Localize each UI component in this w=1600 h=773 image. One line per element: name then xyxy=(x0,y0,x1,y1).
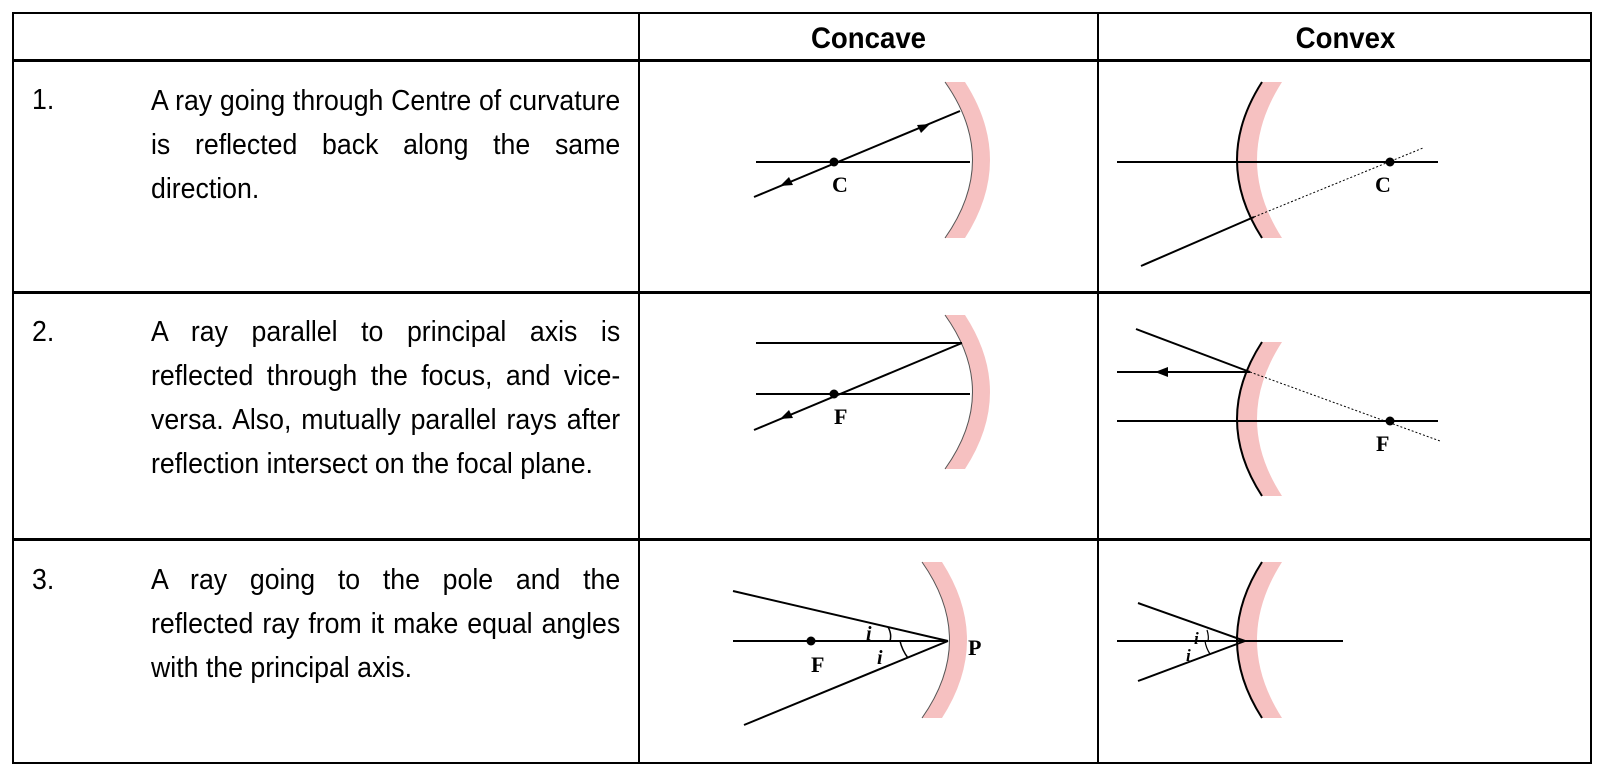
row-2-number: 2. xyxy=(32,316,55,348)
row2-concave-diagram xyxy=(754,315,990,469)
concave-mirror xyxy=(945,315,990,469)
label-f: F xyxy=(811,652,825,677)
focus-point xyxy=(1386,417,1395,426)
incident-ray xyxy=(1136,329,1250,372)
convex-mirror xyxy=(1237,342,1282,496)
row-3-description: A ray going to the pole and the reflected ray from it make equal angles with the principal axis. xyxy=(151,564,621,684)
header-convex: Convex xyxy=(1295,22,1396,55)
row-1-number: 1. xyxy=(32,84,55,116)
reflected-ray xyxy=(1138,641,1245,681)
incident-ray xyxy=(1138,603,1245,641)
row1-concave-diagram xyxy=(754,82,990,238)
header-concave: Concave xyxy=(810,22,927,55)
row3-concave-diagram xyxy=(733,562,981,725)
angle-arc-lower xyxy=(1205,641,1210,654)
angle-label-lower: i xyxy=(1186,646,1191,665)
focus-point xyxy=(830,390,839,399)
centre-point xyxy=(1386,158,1395,167)
angle-arc-lower xyxy=(900,641,908,658)
extended-ray xyxy=(1254,148,1423,217)
row-2-description: A ray parallel to principal axis is reflected through the focus, and vice-versa. Also, mutually parallel rays after reflection intersect on the focal plane. xyxy=(151,316,621,480)
arrow-head xyxy=(780,410,793,419)
label-c: C xyxy=(832,172,848,197)
arrow-head xyxy=(780,177,793,186)
angle-label-upper: i xyxy=(866,623,872,645)
row2-convex-diagram xyxy=(1117,329,1440,496)
angle-arc-upper xyxy=(888,627,891,641)
label-f: F xyxy=(1376,431,1390,456)
angle-label-lower: i xyxy=(877,647,883,669)
reflected-ray xyxy=(744,641,948,725)
label-c: C xyxy=(1375,172,1391,197)
incident-ray xyxy=(1141,217,1254,266)
centre-point xyxy=(830,158,839,167)
angle-label-upper: i xyxy=(1194,629,1199,648)
incident-ray xyxy=(733,591,948,641)
label-f: F xyxy=(834,404,848,429)
concave-mirror xyxy=(945,82,990,238)
extended-ray xyxy=(1250,372,1440,441)
row3-convex-diagram xyxy=(1117,562,1343,718)
row-1-description: A ray going through Centre of curvature is reflected back along the same direction. xyxy=(151,85,621,205)
arrow-head xyxy=(1155,367,1168,377)
arrow-head xyxy=(917,124,930,133)
focus-point xyxy=(807,637,816,646)
label-p: P xyxy=(968,635,982,660)
row1-convex-diagram xyxy=(1117,82,1438,266)
angle-arc-upper xyxy=(1207,630,1208,641)
row-3-number: 3. xyxy=(32,564,55,596)
